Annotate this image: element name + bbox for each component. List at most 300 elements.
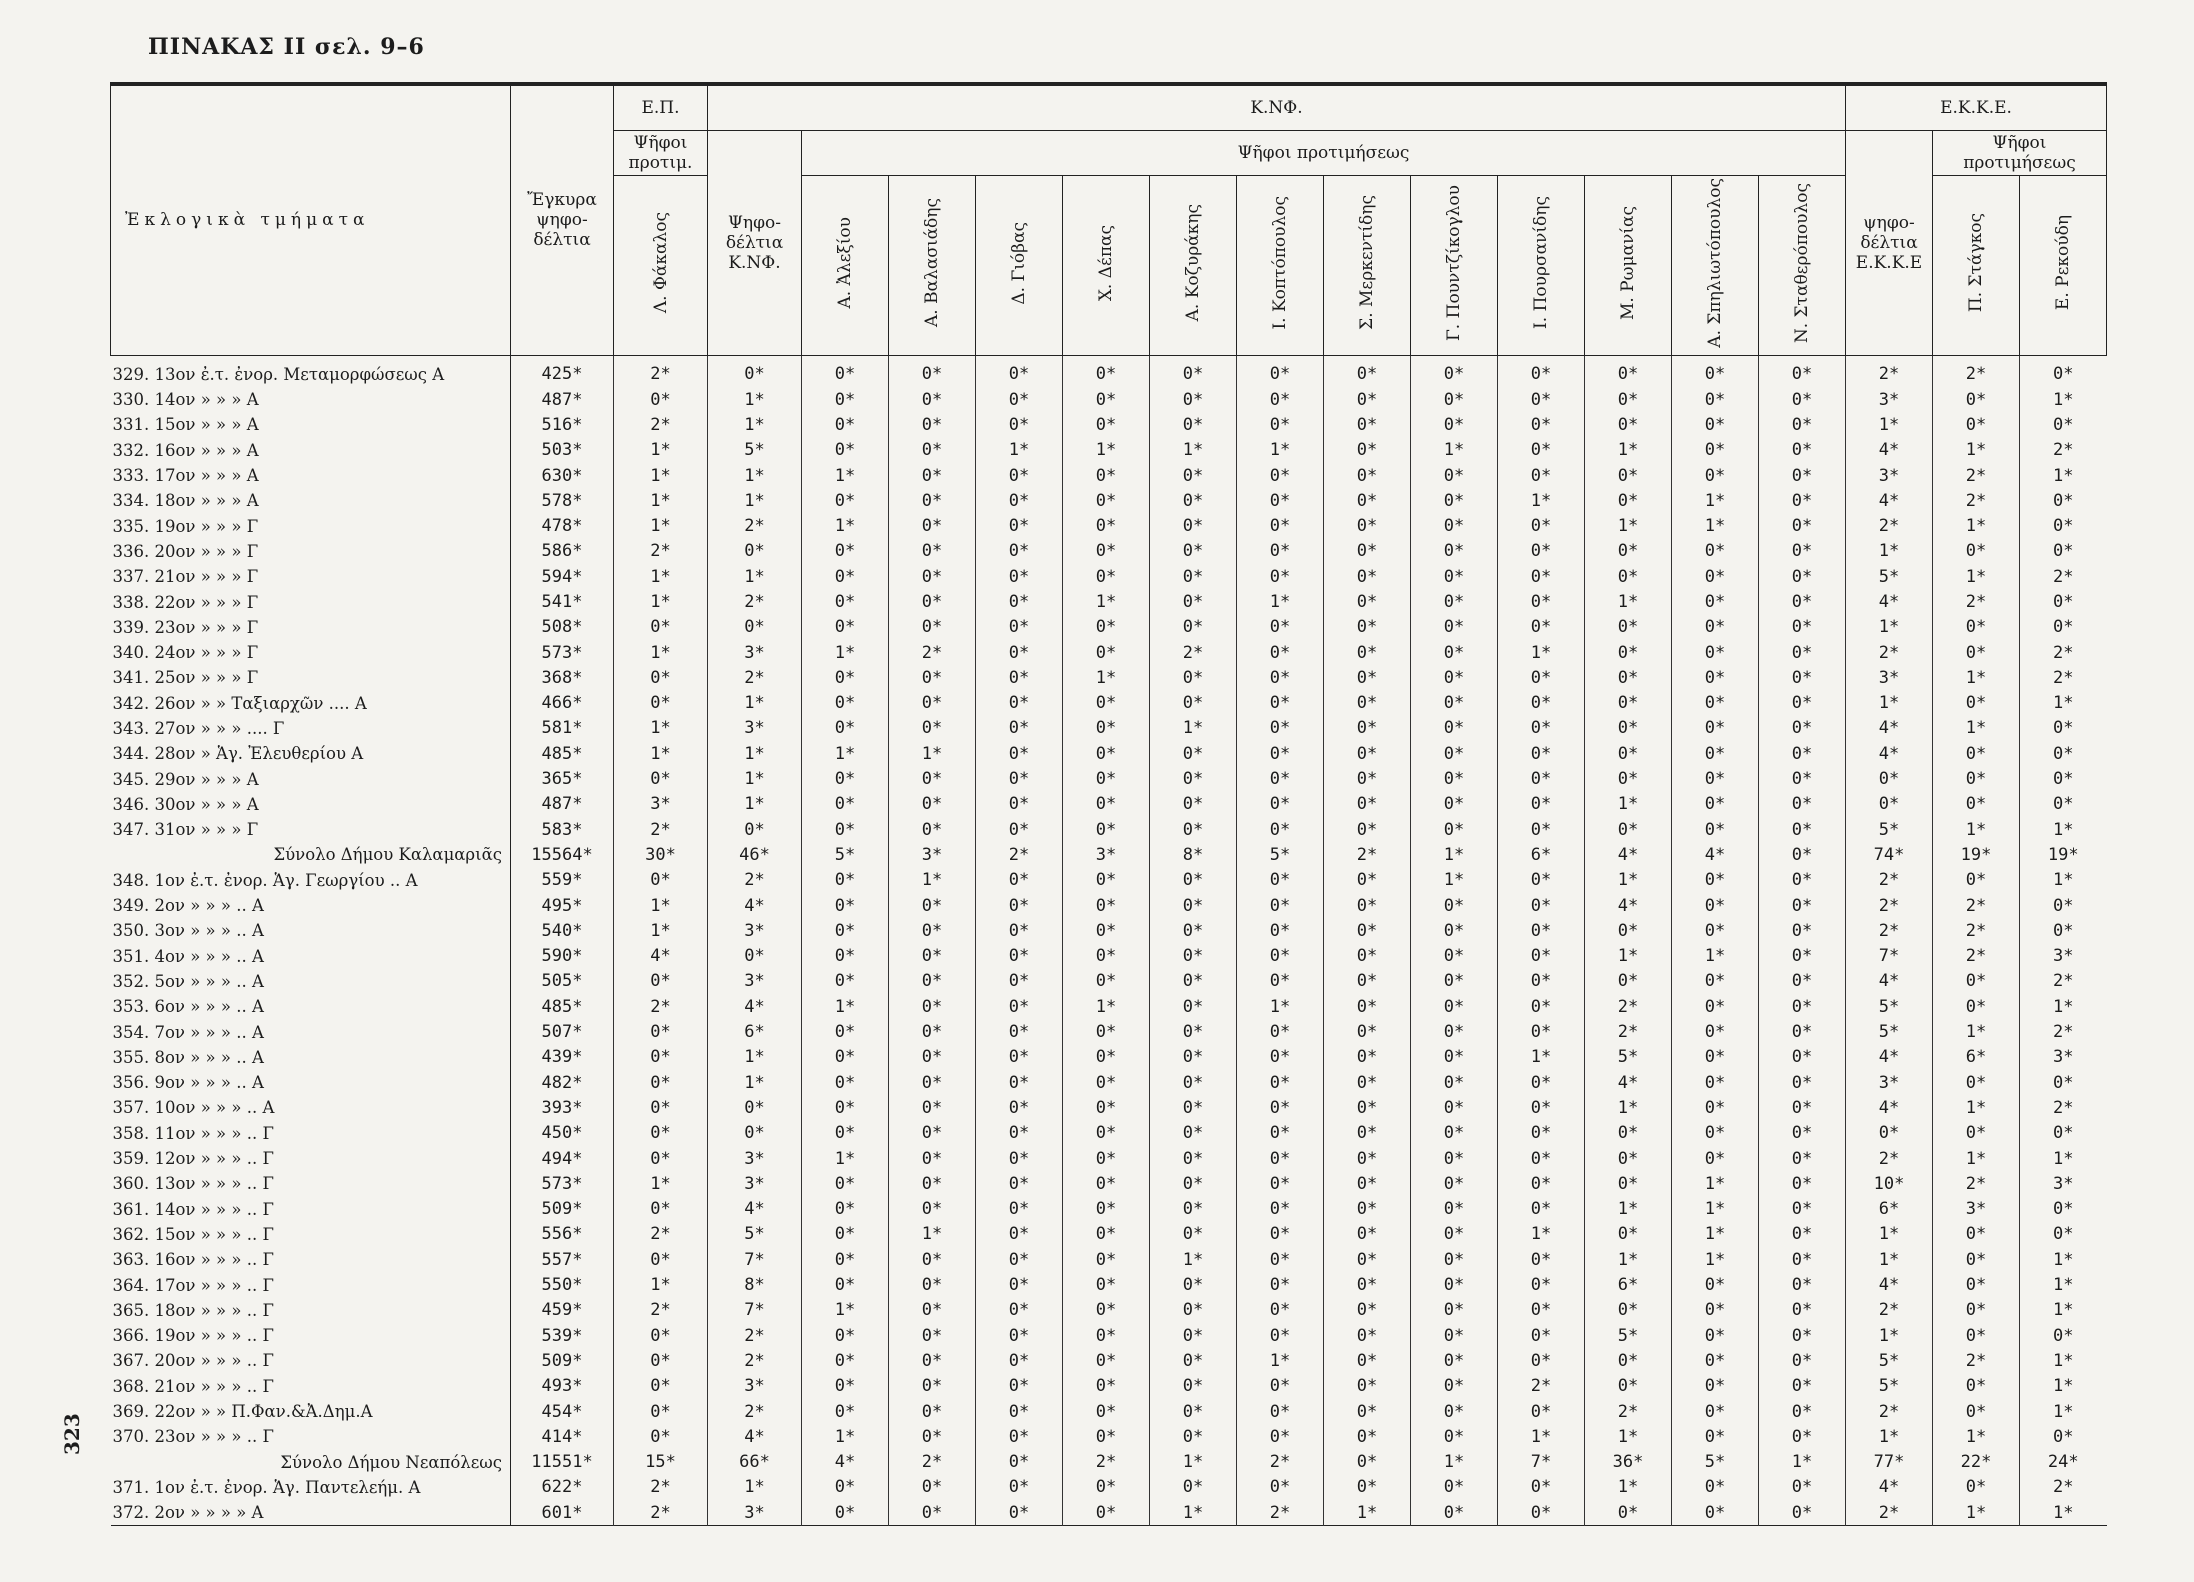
candidate-name: Μ. Ρωμανίας (1618, 205, 1638, 320)
vote-cell: 0* (1324, 1298, 1411, 1323)
vote-cell: 0* (1063, 944, 1150, 969)
vote-cell: 0* (889, 1095, 976, 1120)
table-row (111, 1399, 2107, 1424)
vote-cell: 2* (1933, 488, 2020, 513)
vote-cell: 0* (1411, 665, 1498, 690)
table-row (111, 1146, 2107, 1171)
vote-cell: 0* (1411, 969, 1498, 994)
vote-cell: 0* (889, 1196, 976, 1221)
vote-cell: 0* (1150, 691, 1237, 716)
vote-cell: 0* (1237, 615, 1324, 640)
vote-cell: 2* (614, 1500, 708, 1526)
vote-cell: 0* (708, 1095, 802, 1120)
vote-cell: 0* (1237, 355, 1324, 387)
valid-ballots-cell: 495* (511, 893, 614, 918)
vote-cell: 0* (1237, 1146, 1324, 1171)
vote-cell: 1* (1933, 1095, 2020, 1120)
vote-cell: 0* (1324, 817, 1411, 842)
vote-cell: 1* (1933, 513, 2020, 538)
vote-cell: 0* (1933, 1222, 2020, 1247)
vote-cell: 0* (1324, 1019, 1411, 1044)
table-row (111, 1070, 2107, 1095)
vote-cell: 0* (1411, 463, 1498, 488)
vote-cell: 0* (1759, 463, 1846, 488)
vote-cell: 0* (1498, 1475, 1585, 1500)
vote-cell: 0* (1585, 1121, 1672, 1146)
vote-cell: 0* (1759, 1247, 1846, 1272)
ep-pref-line-1: Ψῆφοι (633, 133, 688, 153)
vote-cell: 0* (1672, 969, 1759, 994)
vote-cell: 0* (1063, 1095, 1150, 1120)
vote-cell: 2* (1933, 893, 2020, 918)
vote-cell: 0* (889, 1019, 976, 1044)
vote-cell: 0* (976, 564, 1063, 589)
vote-cell: 0* (1933, 1475, 2020, 1500)
vote-cell: 0* (802, 488, 889, 513)
vote-cell: 1* (2020, 1146, 2107, 1171)
table-row (111, 463, 2107, 488)
table-row (111, 1196, 2107, 1221)
vote-cell: 0* (1585, 1298, 1672, 1323)
vote-cell: 0* (1063, 1171, 1150, 1196)
vote-cell: 0* (1759, 1045, 1846, 1070)
vote-cell: 0* (1759, 1121, 1846, 1146)
vote-cell: 0* (802, 1399, 889, 1424)
vote-cell: 1* (2020, 1272, 2107, 1297)
vote-cell: 0* (1498, 944, 1585, 969)
vote-cell: 0* (1150, 539, 1237, 564)
vote-cell: 0* (1759, 615, 1846, 640)
vote-cell: 0* (802, 387, 889, 412)
vote-cell: 1* (708, 766, 802, 791)
vote-cell: 1* (614, 589, 708, 614)
vote-cell: 0* (976, 1323, 1063, 1348)
table-row (111, 1222, 2107, 1247)
valid-ballots-cell: 482* (511, 1070, 614, 1095)
vote-cell: 1* (1150, 438, 1237, 463)
vote-cell: 0* (1411, 1019, 1498, 1044)
vote-cell: 4* (1846, 488, 1933, 513)
vote-cell: 1* (1150, 1449, 1237, 1474)
vote-cell: 2* (1237, 1449, 1324, 1474)
vote-cell: 2* (614, 1222, 708, 1247)
vote-cell: 0* (1063, 1045, 1150, 1070)
vote-cell: 0* (1498, 513, 1585, 538)
vote-cell: 1* (1933, 438, 2020, 463)
vote-cell: 0* (802, 918, 889, 943)
vote-cell: 1* (708, 564, 802, 589)
vote-cell: 0* (1063, 817, 1150, 842)
vote-cell: 4* (614, 944, 708, 969)
vote-cell: 0* (1063, 969, 1150, 994)
vote-cell: 0* (1324, 1272, 1411, 1297)
vote-cell: 0* (976, 1247, 1063, 1272)
vote-cell: 4* (1846, 589, 1933, 614)
table-row (111, 1019, 2107, 1044)
vote-cell: 2* (2020, 640, 2107, 665)
vote-cell: 1* (2020, 868, 2107, 893)
vote-cell: 0* (889, 792, 976, 817)
table-row (111, 1298, 2107, 1323)
vote-cell: 0* (1672, 1399, 1759, 1424)
vote-cell: 0* (1411, 412, 1498, 437)
vote-cell: 0* (1324, 691, 1411, 716)
vote-cell: 1* (1672, 488, 1759, 513)
vote-cell: 8* (1150, 842, 1237, 867)
vote-cell: 3* (1933, 1196, 2020, 1221)
vote-cell: 1* (708, 412, 802, 437)
vote-cell: 0* (1063, 741, 1150, 766)
vote-cell: 2* (1585, 994, 1672, 1019)
vote-cell: 1* (708, 463, 802, 488)
vote-cell: 1* (1411, 438, 1498, 463)
vote-cell: 0* (889, 438, 976, 463)
precinct-name: 366. 19ον » » » .. Γ (112, 1326, 274, 1346)
candidate-name: Ε. Ρεκούδη (2053, 215, 2073, 311)
vote-cell: 2* (708, 665, 802, 690)
vote-cell: 0* (1585, 1374, 1672, 1399)
vote-cell: 0* (1933, 640, 2020, 665)
vote-cell: 0* (976, 412, 1063, 437)
ep-pref-line-2: προτιμ. (628, 153, 693, 173)
valid-ballots-cell: 493* (511, 1374, 614, 1399)
vote-cell: 0* (1585, 387, 1672, 412)
vote-cell: 0* (1237, 1272, 1324, 1297)
vote-cell: 0* (1672, 1019, 1759, 1044)
vote-cell: 2* (708, 589, 802, 614)
vote-cell: 1* (1498, 1222, 1585, 1247)
vote-cell: 0* (1498, 1247, 1585, 1272)
vote-cell: 0* (1759, 1019, 1846, 1044)
vote-cell: 4* (1846, 1045, 1933, 1070)
vote-cell: 0* (1585, 1146, 1672, 1171)
vote-cell: 4* (708, 893, 802, 918)
vote-cell: 0* (1585, 615, 1672, 640)
vote-cell: 2* (1150, 640, 1237, 665)
vote-cell: 0* (1759, 589, 1846, 614)
vote-cell: 0* (1150, 817, 1237, 842)
valid-ballots-cell: 505* (511, 969, 614, 994)
vote-cell: 1* (1585, 792, 1672, 817)
vote-cell: 0* (1411, 1374, 1498, 1399)
vote-cell: 0* (1411, 792, 1498, 817)
vote-cell: 1* (1324, 1500, 1411, 1526)
precinct-name: Σύνολο Δήμου Καλαμαριᾶς (273, 845, 502, 865)
vote-cell: 0* (614, 1399, 708, 1424)
table-row (111, 615, 2107, 640)
vote-cell: 0* (976, 355, 1063, 387)
vote-cell: 0* (976, 463, 1063, 488)
vote-cell: 0* (889, 1045, 976, 1070)
valid-ballots-cell: 487* (511, 387, 614, 412)
vote-cell: 0* (889, 1247, 976, 1272)
vote-cell: 0* (1411, 488, 1498, 513)
vote-cell: 2* (614, 355, 708, 387)
vote-cell: 0* (2020, 893, 2107, 918)
vote-cell: 3* (1846, 387, 1933, 412)
vote-cell: 0* (1150, 1196, 1237, 1221)
valid-ballots-cell: 586* (511, 539, 614, 564)
vote-cell: 1* (1759, 1449, 1846, 1474)
vote-cell: 0* (1411, 817, 1498, 842)
vote-cell: 0* (1933, 994, 2020, 1019)
vote-cell: 0* (1063, 615, 1150, 640)
vote-cell: 4* (1672, 842, 1759, 867)
vote-cell: 0* (2020, 539, 2107, 564)
vote-cell: 4* (708, 994, 802, 1019)
vote-cell: 0* (1324, 1196, 1411, 1221)
vote-cell: 0* (1759, 766, 1846, 791)
vote-cell: 2* (1585, 1019, 1672, 1044)
vote-cell: 0* (1150, 513, 1237, 538)
vote-cell: 0* (1237, 1475, 1324, 1500)
vote-cell: 0* (614, 1424, 708, 1449)
vote-cell: 3* (614, 792, 708, 817)
knf-ballots-line-2: δέλτια (725, 232, 784, 253)
total-row (111, 1449, 2107, 1474)
vote-cell: 0* (1324, 1399, 1411, 1424)
valid-ballots-cell: 594* (511, 564, 614, 589)
vote-cell: 4* (1846, 969, 1933, 994)
vote-cell: 1* (1063, 589, 1150, 614)
vote-cell: 0* (614, 1374, 708, 1399)
table-row (111, 1475, 2107, 1500)
vote-cell: 0* (1585, 665, 1672, 690)
vote-cell: 0* (1324, 716, 1411, 741)
vote-cell: 0* (802, 868, 889, 893)
vote-cell: 10* (1846, 1171, 1933, 1196)
precinct-name: 361. 14ον » » » .. Γ (112, 1199, 274, 1219)
vote-cell: 0* (976, 589, 1063, 614)
vote-cell: 2* (1846, 640, 1933, 665)
vote-cell: 0* (1585, 1171, 1672, 1196)
valid-ballots-cell: 581* (511, 716, 614, 741)
vote-cell: 0* (1411, 944, 1498, 969)
candidate-header (2020, 176, 2107, 356)
vote-cell: 0* (1150, 969, 1237, 994)
vote-cell: 0* (1759, 1374, 1846, 1399)
table-row (111, 387, 2107, 412)
precinct-name: 336. 20ον » » » Γ (112, 541, 259, 561)
vote-cell: 6* (1933, 1045, 2020, 1070)
vote-cell: 0* (1498, 1500, 1585, 1526)
vote-cell: 1* (614, 513, 708, 538)
vote-cell: 0* (1150, 1475, 1237, 1500)
vote-cell: 1* (614, 640, 708, 665)
vote-cell: 0* (1324, 387, 1411, 412)
vote-cell: 0* (614, 1348, 708, 1373)
vote-cell: 2* (708, 1323, 802, 1348)
vote-cell: 0* (976, 1500, 1063, 1526)
precinct-name: 358. 11ον » » » .. Γ (112, 1123, 274, 1143)
vote-cell: 0* (2020, 1121, 2107, 1146)
precinct-name: Σύνολο Δήμου Νεαπόλεως (280, 1452, 502, 1472)
vote-cell: 0* (1759, 387, 1846, 412)
vote-cell: 1* (2020, 463, 2107, 488)
vote-cell: 2* (1846, 1298, 1933, 1323)
vote-cell: 0* (1585, 741, 1672, 766)
vote-cell: 1* (1846, 691, 1933, 716)
candidate-header (1237, 176, 1324, 356)
vote-cell: 0* (976, 1095, 1063, 1120)
vote-cell: 1* (1933, 564, 2020, 589)
table-row (111, 969, 2107, 994)
vote-cell: 5* (1585, 1045, 1672, 1070)
vote-cell: 0* (708, 944, 802, 969)
vote-cell: 1* (1150, 716, 1237, 741)
vote-cell: 0* (889, 539, 976, 564)
vote-cell: 1* (1933, 1019, 2020, 1044)
vote-cell: 0* (1411, 564, 1498, 589)
vote-cell: 0* (1759, 539, 1846, 564)
vote-cell: 0* (1237, 691, 1324, 716)
vote-cell: 1* (802, 640, 889, 665)
vote-cell: 0* (2020, 1424, 2107, 1449)
vote-cell: 1* (1063, 665, 1150, 690)
vote-cell: 1* (614, 741, 708, 766)
vote-cell: 5* (1846, 1348, 1933, 1373)
vote-cell: 0* (1063, 1272, 1150, 1297)
vote-cell: 0* (1498, 1348, 1585, 1373)
candidate-header (802, 176, 889, 356)
vote-cell: 2* (1324, 842, 1411, 867)
vote-cell: 15* (614, 1449, 708, 1474)
vote-cell: 0* (1498, 1121, 1585, 1146)
vote-cell: 2* (1933, 918, 2020, 943)
ep-party-header: Ε.Π. (614, 84, 708, 131)
vote-cell: 0* (976, 1019, 1063, 1044)
table-row (111, 741, 2107, 766)
vote-cell: 0* (1237, 969, 1324, 994)
vote-cell: 0* (1585, 640, 1672, 665)
vote-cell: 0* (1933, 691, 2020, 716)
vote-cell: 1* (708, 691, 802, 716)
precinct-name: 360. 13ον » » » .. Γ (112, 1174, 274, 1194)
vote-cell: 0* (1933, 766, 2020, 791)
vote-cell: 0* (1063, 691, 1150, 716)
vote-cell: 0* (1498, 766, 1585, 791)
vote-cell: 0* (976, 691, 1063, 716)
table-row (111, 716, 2107, 741)
vote-cell: 0* (1933, 741, 2020, 766)
vote-cell: 0* (1672, 1070, 1759, 1095)
vote-cell: 0* (976, 387, 1063, 412)
precinct-name: 340. 24ον » » » Γ (112, 643, 259, 663)
vote-cell: 0* (1237, 1019, 1324, 1044)
vote-cell: 1* (1846, 1424, 1933, 1449)
vote-cell: 0* (614, 1247, 708, 1272)
vote-cell: 0* (1411, 741, 1498, 766)
precinct-name: 351. 4ον » » » .. Α (112, 946, 264, 966)
vote-cell: 0* (802, 691, 889, 716)
vote-cell: 0* (1063, 564, 1150, 589)
vote-cell: 1* (802, 513, 889, 538)
vote-cell: 0* (614, 1070, 708, 1095)
vote-cell: 0* (889, 387, 976, 412)
vote-cell: 0* (1585, 1500, 1672, 1526)
vote-cell: 0* (976, 994, 1063, 1019)
vote-cell: 0* (802, 1348, 889, 1373)
vote-cell: 0* (1585, 1348, 1672, 1373)
vote-cell: 0* (1411, 893, 1498, 918)
vote-cell: 0* (802, 1323, 889, 1348)
candidate-name: Ν. Σταθερόπουλος (1792, 182, 1812, 343)
vote-cell: 1* (889, 741, 976, 766)
vote-cell: 1* (708, 792, 802, 817)
vote-cell: 0* (1150, 1298, 1237, 1323)
vote-cell: 0* (1498, 716, 1585, 741)
vote-cell: 1* (614, 716, 708, 741)
valid-ballots-cell: 365* (511, 766, 614, 791)
vote-cell: 0* (1672, 1500, 1759, 1526)
vote-cell: 3* (2020, 1045, 2107, 1070)
vote-cell: 0* (1237, 766, 1324, 791)
vote-cell: 0* (1498, 1399, 1585, 1424)
election-returns-table (110, 82, 2107, 1526)
knf-ballots-line-3: Κ.ΝΦ. (728, 252, 781, 273)
vote-cell: 0* (1672, 691, 1759, 716)
precinct-name: 371. 1ον ἐ.τ. ἐνορ. Ἁγ. Παντελεήμ. Α (112, 1477, 421, 1497)
vote-cell: 1* (1150, 1500, 1237, 1526)
vote-cell: 0* (1585, 355, 1672, 387)
vote-cell: 0* (889, 1399, 976, 1424)
vote-cell: 0* (1324, 615, 1411, 640)
vote-cell: 0* (1672, 387, 1759, 412)
vote-cell: 0* (802, 564, 889, 589)
vote-cell: 1* (1237, 589, 1324, 614)
precinct-name: 346. 30ον » » » Α (112, 794, 259, 814)
vote-cell: 1* (1846, 539, 1933, 564)
precinct-name: 359. 12ον » » » .. Γ (112, 1149, 274, 1169)
vote-cell: 0* (1063, 1475, 1150, 1500)
vote-cell: 0* (1672, 1272, 1759, 1297)
vote-cell: 0* (976, 868, 1063, 893)
vote-cell: 0* (1933, 412, 2020, 437)
vote-cell: 0* (802, 766, 889, 791)
vote-cell: 0* (802, 1019, 889, 1044)
vote-cell: 0* (1933, 969, 2020, 994)
vote-cell: 0* (1063, 1348, 1150, 1373)
vote-cell: 0* (1672, 1121, 1759, 1146)
vote-cell: 46* (708, 842, 802, 867)
vote-cell: 0* (614, 766, 708, 791)
vote-cell: 0* (1759, 1475, 1846, 1500)
vote-cell: 2* (1498, 1374, 1585, 1399)
vote-cell: 0* (1237, 1171, 1324, 1196)
vote-cell: 0* (1759, 994, 1846, 1019)
vote-cell: 0* (1585, 1222, 1672, 1247)
vote-cell: 0* (976, 893, 1063, 918)
vote-cell: 0* (1411, 1196, 1498, 1221)
vote-cell: 0* (802, 969, 889, 994)
vote-cell: 3* (708, 918, 802, 943)
vote-cell: 0* (1324, 1222, 1411, 1247)
vote-cell: 0* (1498, 1323, 1585, 1348)
valid-ballots-cell: 454* (511, 1399, 614, 1424)
vote-cell: 0* (614, 868, 708, 893)
vote-cell: 0* (1324, 640, 1411, 665)
vote-cell: 0* (1411, 994, 1498, 1019)
vote-cell: 0* (1150, 1272, 1237, 1297)
vote-cell: 0* (1063, 1323, 1150, 1348)
vote-cell: 1* (1672, 513, 1759, 538)
vote-cell: 0* (1324, 766, 1411, 791)
vote-cell: 0* (1324, 1348, 1411, 1373)
vote-cell: 1* (802, 994, 889, 1019)
precinct-name: 337. 21ον » » » Γ (112, 567, 259, 587)
vote-cell: 0* (1324, 1323, 1411, 1348)
vote-cell: 0* (1672, 355, 1759, 387)
